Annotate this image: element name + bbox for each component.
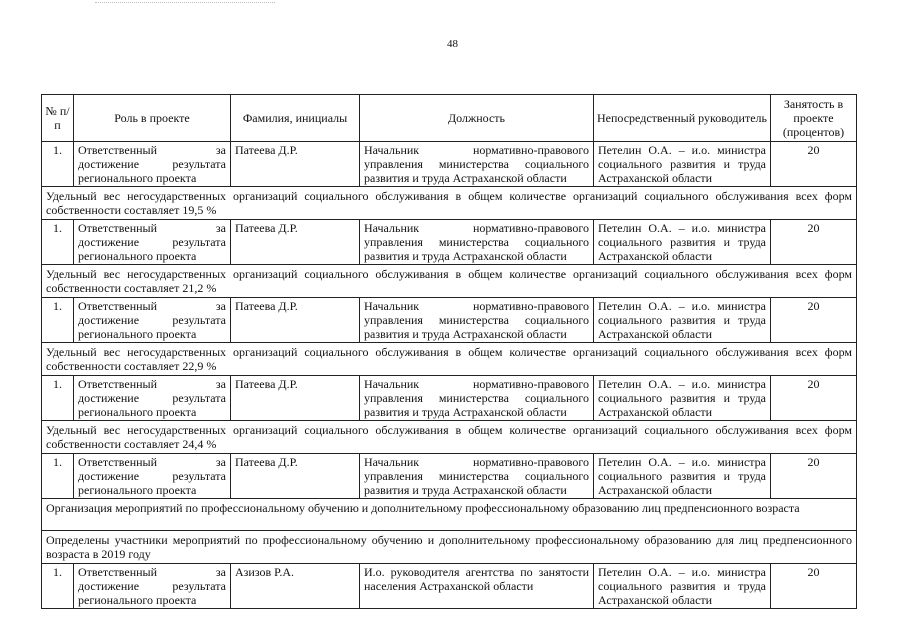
page-number: 48 bbox=[447, 38, 458, 50]
row-number: 1. bbox=[42, 142, 74, 187]
row-manager: Петелин О.А. – и.о. министра социального развития и труда Астраханской области bbox=[594, 376, 771, 421]
row-person-name: Патеева Д.Р. bbox=[231, 220, 360, 265]
header-manager: Непосредственный руководитель bbox=[594, 95, 771, 142]
row-position: Начальник нормативно-правового управления министерства социального развития и труда Астраханской области bbox=[360, 220, 594, 265]
row-manager: Петелин О.А. – и.о. министра социального развития и труда Астраханской области bbox=[594, 220, 771, 265]
row-position: И.о. руководителя агентства по занятости населения Астраханской области bbox=[360, 564, 594, 609]
row-role: Ответственный за достижение результата регионального проекта bbox=[74, 564, 231, 609]
row-role: Ответственный за достижение результата регионального проекта bbox=[74, 376, 231, 421]
header-role: Роль в проекте bbox=[74, 95, 231, 142]
section-text: Организация мероприятий по профессиональному обучению и дополнительному профессиональному образованию лиц предпенсионного возраста bbox=[42, 499, 857, 531]
row-position: Начальник нормативно-правового управления министерства социального развития и труда Астраханской области bbox=[360, 142, 594, 187]
row-person-name: Азизов Р.А. bbox=[231, 564, 360, 609]
row-employment: 20 bbox=[771, 454, 857, 499]
row-person-name: Патеева Д.Р. bbox=[231, 376, 360, 421]
section-row bbox=[42, 343, 857, 376]
row-manager: Петелин О.А. – и.о. министра социального развития и труда Астраханской области bbox=[594, 298, 771, 343]
table-row bbox=[42, 298, 857, 343]
row-manager: Петелин О.А. – и.о. министра социального развития и труда Астраханской области bbox=[594, 564, 771, 609]
table-row bbox=[42, 376, 857, 421]
section-text: Удельный вес негосударственных организаций социального обслуживания в общем количестве организаций социального обслуживания всех форм собственности составляет 19,5 % bbox=[42, 187, 857, 220]
row-employment: 20 bbox=[771, 298, 857, 343]
row-role: Ответственный за достижение результата регионального проекта bbox=[74, 298, 231, 343]
row-position: Начальник нормативно-правового управления министерства социального развития и труда Астраханской области bbox=[360, 454, 594, 499]
row-employment: 20 bbox=[771, 376, 857, 421]
section-row bbox=[42, 531, 857, 564]
row-person-name: Патеева Д.Р. bbox=[231, 454, 360, 499]
row-role: Ответственный за достижение результата регионального проекта bbox=[74, 454, 231, 499]
section-text: Удельный вес негосударственных организаций социального обслуживания в общем количестве организаций социального обслуживания всех форм собственности составляет 24,4 % bbox=[42, 421, 857, 454]
section-row bbox=[42, 265, 857, 298]
section-text: Удельный вес негосударственных организаций социального обслуживания в общем количестве организаций социального обслуживания всех форм собственности составляет 21,2 % bbox=[42, 265, 857, 298]
row-person-name: Патеева Д.Р. bbox=[231, 142, 360, 187]
row-employment: 20 bbox=[771, 564, 857, 609]
header-number: № п/п bbox=[42, 95, 74, 142]
row-position: Начальник нормативно-правового управления министерства социального развития и труда Астраханской области bbox=[360, 298, 594, 343]
project-participants-table bbox=[41, 94, 857, 609]
table-row bbox=[42, 564, 857, 609]
header-name: Фамилия, инициалы bbox=[231, 95, 360, 142]
header-employment: Занятость в проекте (процентов) bbox=[771, 95, 857, 142]
section-text: Удельный вес негосударственных организаций социального обслуживания в общем количестве организаций социального обслуживания всех форм собственности составляет 22,9 % bbox=[42, 343, 857, 376]
row-role: Ответственный за достижение результата регионального проекта bbox=[74, 142, 231, 187]
section-text: Определены участники мероприятий по профессиональному обучению и дополнительному профессиональному образованию для лиц предпенсионного возраста в 2019 году bbox=[42, 531, 857, 564]
row-number: 1. bbox=[42, 220, 74, 265]
scan-artifact-mark bbox=[95, 2, 275, 7]
table-row bbox=[42, 454, 857, 499]
section-row bbox=[42, 421, 857, 454]
row-person-name: Патеева Д.Р. bbox=[231, 298, 360, 343]
row-number: 1. bbox=[42, 376, 74, 421]
row-role: Ответственный за достижение результата регионального проекта bbox=[74, 220, 231, 265]
row-manager: Петелин О.А. – и.о. министра социального развития и труда Астраханской области bbox=[594, 142, 771, 187]
row-number: 1. bbox=[42, 298, 74, 343]
section-row bbox=[42, 187, 857, 220]
row-manager: Петелин О.А. – и.о. министра социального развития и труда Астраханской области bbox=[594, 454, 771, 499]
row-number: 1. bbox=[42, 564, 74, 609]
header-position: Должность bbox=[360, 95, 594, 142]
table-header-row bbox=[42, 95, 857, 142]
section-row bbox=[42, 499, 857, 531]
row-employment: 20 bbox=[771, 220, 857, 265]
row-position: Начальник нормативно-правового управления министерства социального развития и труда Астраханской области bbox=[360, 376, 594, 421]
table-row bbox=[42, 220, 857, 265]
row-number: 1. bbox=[42, 454, 74, 499]
row-employment: 20 bbox=[771, 142, 857, 187]
table-row bbox=[42, 142, 857, 187]
